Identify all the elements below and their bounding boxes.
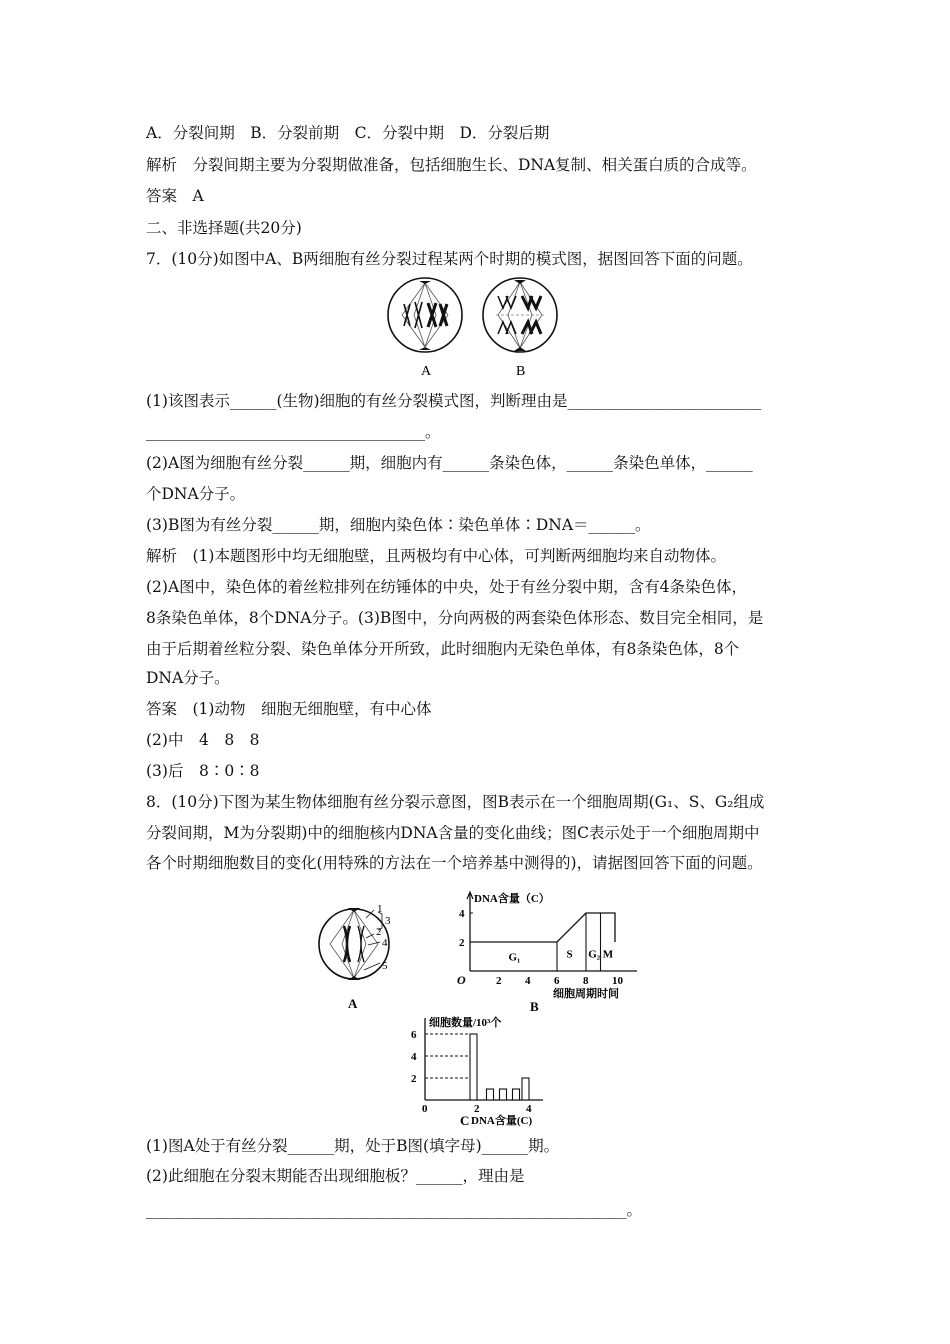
chart-c-bar-3 — [513, 1089, 520, 1100]
chart-c-title: 细胞数量/10³个 — [429, 1017, 502, 1029]
chart-b-xlabel: 细胞周期时间 — [553, 988, 619, 1000]
chart-b-origin: O — [457, 973, 466, 987]
q6-analysis: 解析 分裂间期主要为分裂期做准备，包括细胞生长、DNA复制、相关蛋白质的合成等。 — [146, 156, 757, 174]
q8-sub1: (1)图A处于有丝分裂______期，处于B图(填字母)______期。 — [146, 1137, 560, 1155]
cell-b-diagram — [483, 278, 557, 352]
q7-stem: 7．(10分)如图中A、B两细胞有丝分裂过程某两个时期的模式图，据图回答下面的问题。 — [146, 250, 753, 268]
q7-sub1-line1: (1)该图表示______(生物)细胞的有丝分裂模式图，判断理由是_________________________ — [146, 392, 762, 410]
q8-fig-b-label: B — [530, 999, 539, 1014]
chart-b-x-tick-8: 8 — [583, 975, 589, 987]
q8-a-callout-3: 3 — [385, 915, 391, 927]
q6-answer: 答案 A — [146, 187, 204, 205]
q8-stem-2: 分裂间期，M为分裂期)中的细胞核内DNA含量的变化曲线；图C表示处于一个细胞周期中 — [146, 824, 760, 842]
chart-b-phase-2: G₂ — [588, 948, 601, 961]
q8-fig-a-label: A — [348, 996, 358, 1011]
q7-analysis-5: DNA分子。 — [146, 669, 230, 687]
chart-c-bar-0 — [470, 1034, 477, 1100]
q8-sub2-line2: ______________________________________________________________。 — [146, 1201, 643, 1219]
chart-b-x-tick-6: 6 — [554, 975, 560, 987]
chart-b-y-tick-2: 2 — [459, 937, 465, 949]
chart-b-phase-1: S — [566, 948, 573, 961]
chart-c-y-tick-4: 4 — [411, 1051, 417, 1063]
cell-a-diagram — [388, 278, 462, 352]
q7-fig-label-a: A — [421, 364, 432, 379]
q7-answer-1: 答案 (1)动物 细胞无细胞壁，有中心体 — [146, 700, 432, 718]
q8-chart-c — [380, 1012, 555, 1130]
chart-c-bar-1 — [487, 1089, 494, 1100]
q8-a-callout-1: 1 — [377, 903, 383, 915]
chart-c-x-tick-2: 2 — [474, 1103, 480, 1115]
q6-options: A．分裂间期 B．分裂前期 C．分裂中期 D．分裂后期 — [146, 124, 550, 142]
q7-sub1-line2: ____________________________________。 — [146, 423, 441, 441]
q8-fig-c-label: C — [460, 1113, 470, 1128]
chart-b-dna-line — [470, 913, 615, 942]
chart-c-bar-2 — [500, 1089, 507, 1100]
q7-sub2-line1: (2)A图为细胞有丝分裂______期，细胞内有______条染色体，______条染色单体，______ — [146, 454, 753, 472]
q7-fig-label-b: B — [516, 364, 526, 379]
chart-b-x-tick-2: 2 — [496, 975, 502, 987]
q7-figure — [380, 276, 570, 380]
chart-c-y-tick-2: 2 — [411, 1073, 417, 1085]
chart-c-bar-4 — [522, 1078, 529, 1100]
q8-a-callout-5: 5 — [382, 960, 388, 972]
chart-b-title: DNA含量（C） — [474, 893, 550, 905]
q7-analysis-1: 解析 (1)本题图形中均无细胞壁，且两极均有中心体，可判断两细胞均来自动物体。 — [146, 547, 726, 565]
chart-c-x-tick-4: 4 — [526, 1103, 532, 1115]
q7-sub3: (3)B图为有丝分裂______期，细胞内染色体∶染色单体∶DNA＝______。 — [146, 516, 651, 534]
q8-figure-a — [308, 890, 418, 1015]
q8-sub2-line1: (2)此细胞在分裂末期能否出现细胞板？______，理由是 — [146, 1167, 525, 1185]
q8-stem-3: 各个时期细胞数目的变化(用特殊的方法在一个培养基中测得的)，请据图回答下面的问题。 — [146, 854, 763, 872]
q8-stem-1: 8．(10分)下图为某生物体细胞有丝分裂示意图，图B表示在一个细胞周期(G₁、S、G₂组成 — [146, 793, 765, 811]
chart-c-y-tick-6: 6 — [411, 1029, 417, 1041]
section-title: 二、非选择题(共20分) — [146, 219, 302, 237]
chart-c-x-tick-0: 0 — [422, 1103, 428, 1115]
q8-a-callout-4: 4 — [382, 937, 388, 949]
chart-b-x-tick-4: 4 — [525, 975, 531, 987]
chart-b-x-tick-10: 10 — [612, 975, 623, 987]
q8-a-callout-2: 2 — [376, 926, 382, 938]
chart-c-xlabel: DNA含量(C) — [471, 1115, 533, 1127]
chart-b-phase-3: M — [602, 948, 614, 961]
q7-sub2-line2: 个DNA分子。 — [146, 485, 246, 503]
chart-b-phase-0: G₁ — [508, 951, 521, 964]
q7-answer-2: (2)中 4 8 8 — [146, 731, 260, 749]
q7-analysis-2: (2)A图中，染色体的着丝粒排列在纺锤体的中央，处于有丝分裂中期，含有4条染色体， — [146, 578, 748, 596]
q7-answer-3: (3)后 8∶0∶8 — [146, 762, 260, 780]
q7-analysis-4: 由于后期着丝粒分裂、染色单体分开所致，此时细胞内无染色单体，有8条染色体，8个 — [146, 640, 740, 658]
q7-analysis-3: 8条染色单体，8个DNA分子。(3)B图中，分向两极的两套染色体形态、数目完全相同，是 — [146, 609, 764, 627]
chart-b-y-tick-4: 4 — [459, 908, 465, 920]
q8-chart-b — [445, 886, 655, 1016]
